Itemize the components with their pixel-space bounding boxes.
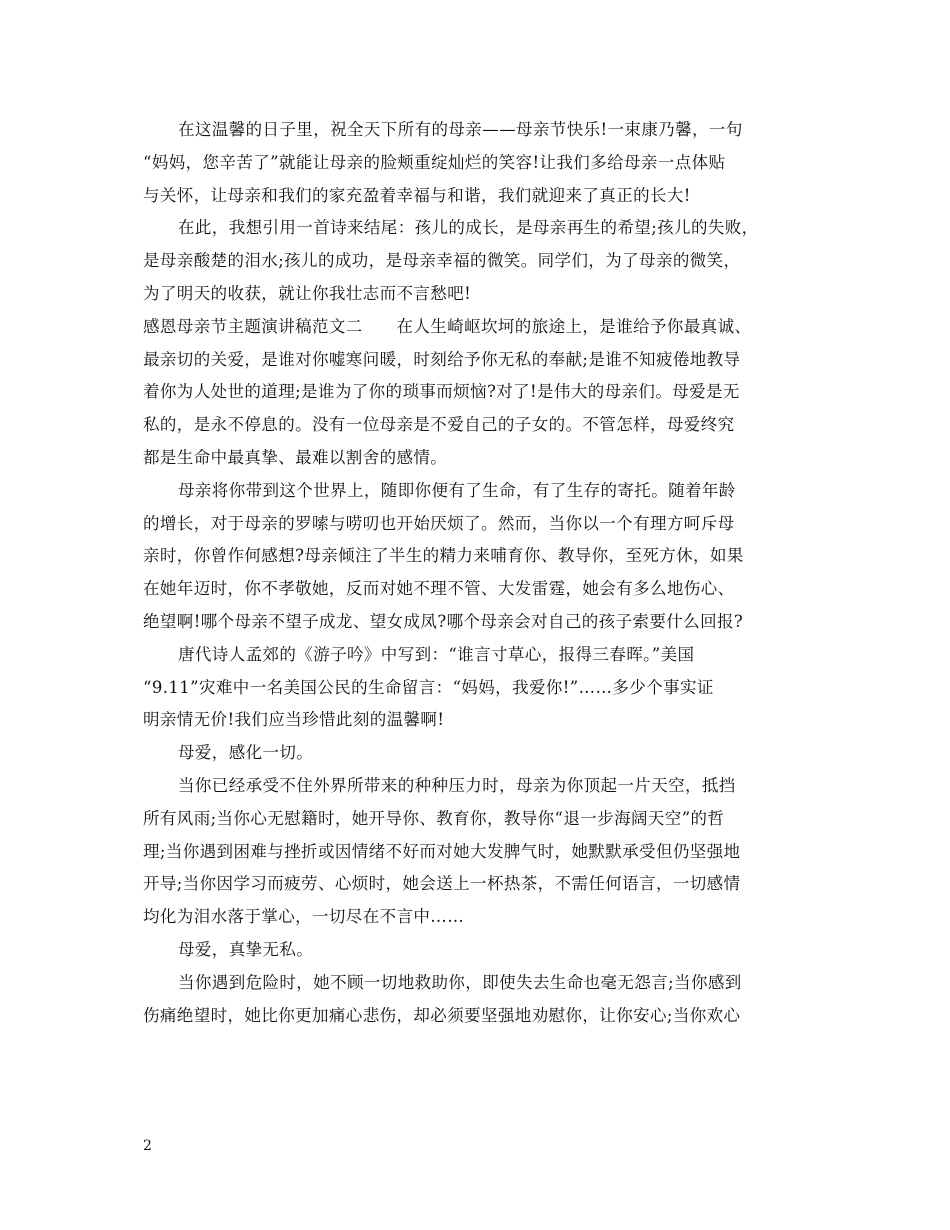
text-line: 当你遇到危险时，她不顾一切地救助你，即使失去生命也毫无怨言;当你感到 [178,972,742,992]
text-line: 伤痛绝望时，她比你更加痛心悲伤，却必须要坚强地劝慰你，让你安心;当你欢心 [143,1005,741,1025]
text-line: 所有风雨;当你心无慰籍时，她开导你、教育你，教导你“退一步海阔天空”的哲 [143,808,725,828]
text-line: 在此，我想引用一首诗来结尾：孩儿的成长，是母亲再生的希望;孩儿的失败， [178,218,759,238]
text-line: 在这温馨的日子里，祝全天下所有的母亲——母亲节快乐!一束康乃馨，一句 [178,120,743,139]
text-line: 理;当你遇到困难与挫折或因情绪不好而对她大发脾气时，她默默承受但仍坚强地 [143,841,741,861]
text-line: 母亲将你带到这个世界上，随即你便有了生命，有了生存的寄托。随着年龄 [178,480,736,500]
text-line: 私的，是永不停息的。没有一位母亲是不爱自己的子女的。不管怎样，母爱终究 [143,415,735,435]
text-line: 着你为人处世的道理;是谁为了你的琐事而烦恼?对了!是伟大的母亲们。母爱是无 [143,382,740,402]
text-line: 都是生命中最真挚、最难以割舍的感情。 [143,447,448,467]
text-line: 唐代诗人孟郊的《游子吟》中写到：“谁言寸草心，报得三春晖。”美国 [178,644,695,664]
text-line: 为了明天的收获，就让你我壮志而不言愁吧! [143,283,472,303]
text-line: 的增长，对于母亲的罗嗦与唠叨也开始厌烦了。然而，当你以一个有理方呵斥母 [143,513,735,533]
text-line: 母爱，真挚无私。 [178,939,314,959]
text-line: 开导;当你因学习而疲劳、心烦时，她会送上一杯热茶，不需任何语言，一切感情 [143,874,741,894]
text-line: 在她年迈时，你不孝敬她，反而对她不理不管、大发雷霆，她会有多么地伤心、 [143,579,735,599]
text-line: 是母亲酸楚的泪水;孩儿的成功，是母亲幸福的微笑。同学们，为了母亲的微笑， [143,251,741,271]
text-line: “妈妈，您辛苦了”就能让母亲的脸颊重绽灿烂的笑容!让我们多给母亲一点体贴 [143,152,726,172]
text-line: 均化为泪水落于掌心，一切尽在不言中…… [143,907,465,927]
text-line: 明亲情无价!我们应当珍惜此刻的温馨啊! [143,710,445,730]
text-line: 母爱，感化一切。 [178,743,314,763]
text-line: “9.11”灾难中一名美国公民的生命留言：“妈妈，我爱你!”……多少个事实证 [143,677,714,697]
text-line: 与关怀，让母亲和我们的家充盈着幸福与和谐，我们就迎来了真正的长大! [143,185,691,205]
text-line: 绝望啊!哪个母亲不望子成龙、望女成凤?哪个母亲会对自己的孩子索要什么回报? [143,611,744,631]
page-number: 2 [143,1138,152,1154]
body-text [143,114,825,1032]
text-line: 亲时，你曾作何感想?母亲倾注了半生的精力来哺育你、教导你，至死方休，如果 [143,546,744,566]
text-line: 当你已经承受不住外界所带来的种种压力时，母亲为你顶起一片天空，抵挡 [178,775,736,795]
text-line: 最亲切的关爱，是谁对你嘘寒问暖，时刻给予你无私的奉献;是谁不知疲倦地教导 [143,349,741,369]
section-heading-line: 感恩母亲节主题演讲稿范文二 在人生崎岖坎坷的旅途上，是谁给予你最真诚、 [143,316,752,336]
